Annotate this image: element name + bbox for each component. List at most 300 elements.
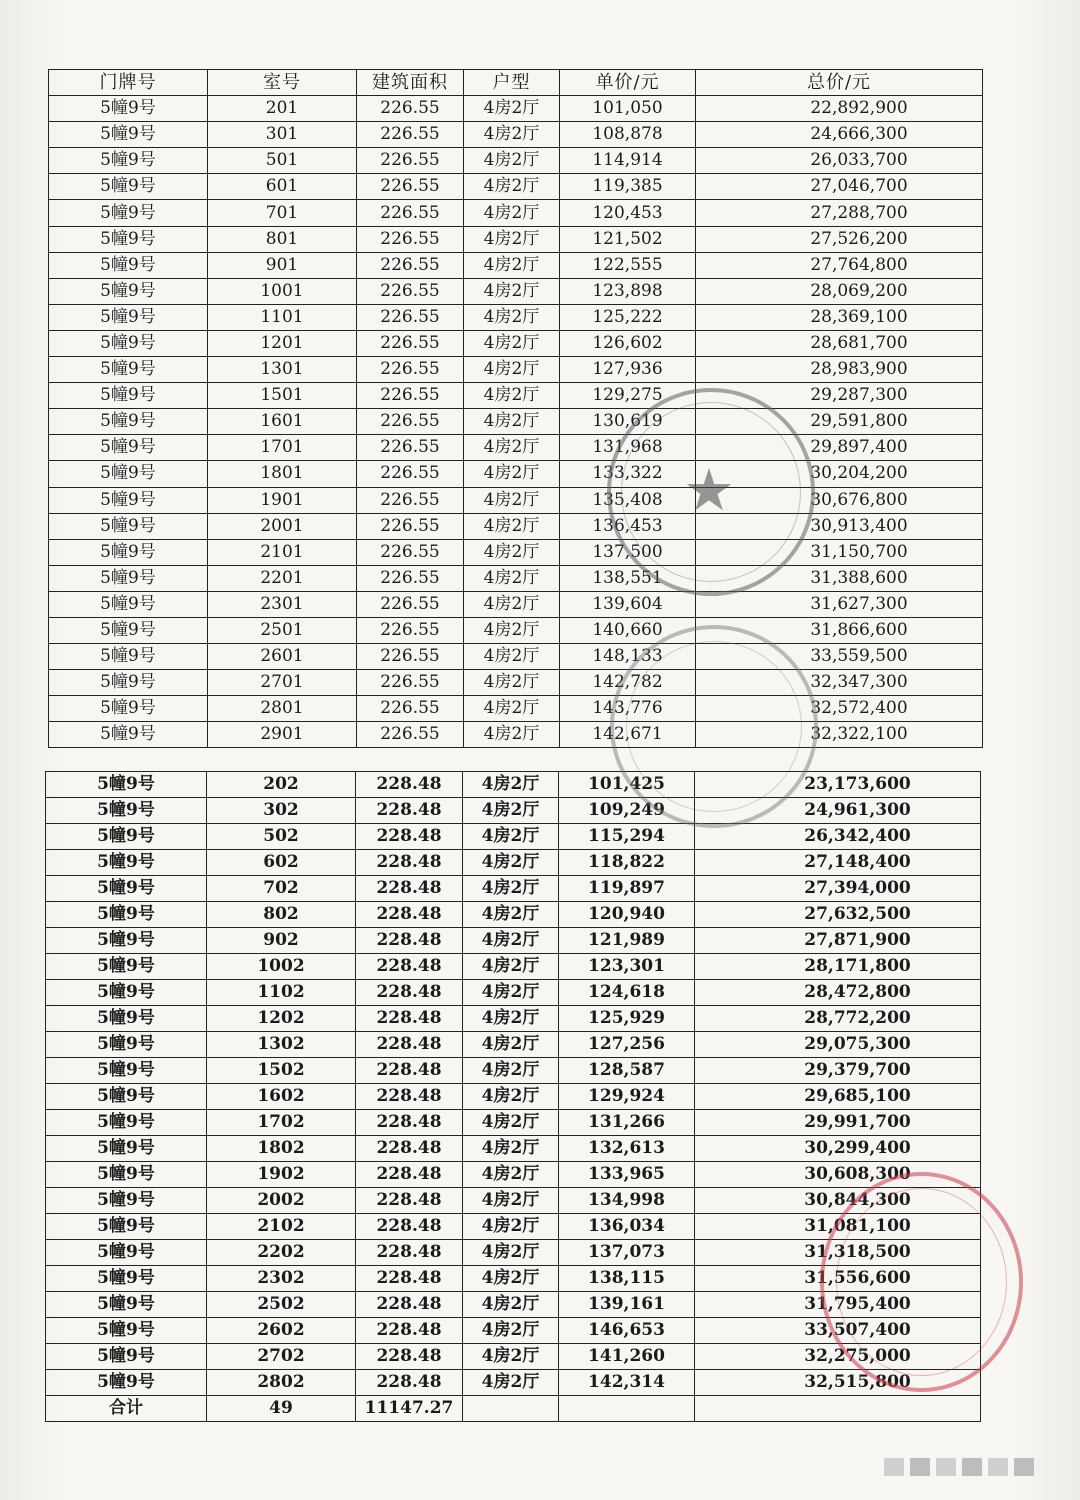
cell-room-number: 2301 [208, 591, 357, 617]
cell-room-number: 1302 [207, 1032, 356, 1058]
cell-unit-price: 132,613 [559, 1136, 695, 1162]
cell-floor-area: 228.48 [356, 850, 463, 876]
cell-door-number: 5幢9号 [49, 513, 208, 539]
cell-door-number: 5幢9号 [49, 357, 208, 383]
table-header-row [49, 70, 983, 96]
cell-total-price: 28,369,100 [696, 304, 983, 330]
cell-unit-price: 129,924 [559, 1084, 695, 1110]
cell-door-number: 5幢9号 [49, 174, 208, 200]
cell-layout: 4房2厅 [463, 928, 559, 954]
cell-door-number: 5幢9号 [46, 1214, 207, 1240]
cell-floor-area: 228.48 [356, 1214, 463, 1240]
cell-total-price: 27,288,700 [696, 200, 983, 226]
cell-total-price: 30,299,400 [695, 1136, 981, 1162]
table-row [46, 1136, 981, 1162]
cell-unit-price: 118,822 [559, 850, 695, 876]
table-row [49, 174, 983, 200]
totals-row [46, 1396, 981, 1422]
cell-unit-price: 139,161 [559, 1292, 695, 1318]
cell-door-number: 5幢9号 [49, 461, 208, 487]
cell-door-number: 5幢9号 [46, 1344, 207, 1370]
cell-layout: 4房2厅 [463, 1110, 559, 1136]
table-row [46, 824, 981, 850]
table-row [46, 1110, 981, 1136]
cell-floor-area: 228.48 [356, 824, 463, 850]
cell-door-number: 5幢9号 [46, 798, 207, 824]
cell-total-price: 30,844,300 [695, 1188, 981, 1214]
cell-unit-price: 138,115 [559, 1266, 695, 1292]
cell-door-number: 5幢9号 [46, 1266, 207, 1292]
cell-total-price: 33,559,500 [696, 644, 983, 670]
cell-total-price: 28,069,200 [696, 278, 983, 304]
cell-total-price: 31,150,700 [696, 539, 983, 565]
cell-floor-area: 226.55 [357, 200, 464, 226]
star-icon: ★ [683, 456, 735, 524]
cell-unit-price: 137,500 [560, 539, 696, 565]
cell-floor-area: 228.48 [356, 772, 463, 798]
cell-floor-area: 228.48 [356, 1240, 463, 1266]
table-row [49, 644, 983, 670]
table-row [46, 1032, 981, 1058]
table-row [49, 148, 983, 174]
cell-total-price: 27,871,900 [695, 928, 981, 954]
cell-room-number: 2501 [208, 617, 357, 643]
table-row [46, 1162, 981, 1188]
cell-layout: 4房2厅 [464, 461, 560, 487]
cell-unit-price: 146,653 [559, 1318, 695, 1344]
cell-unit-price: 143,776 [560, 696, 696, 722]
cell-layout: 4房2厅 [464, 148, 560, 174]
cell-layout: 4房2厅 [463, 1240, 559, 1266]
header-door-number: 门牌号 [49, 70, 208, 96]
table-row [49, 122, 983, 148]
cell-floor-area: 226.55 [357, 174, 464, 200]
price-table-units-01 [48, 69, 983, 748]
cell-layout: 4房2厅 [464, 122, 560, 148]
cell-unit-price: 120,453 [560, 200, 696, 226]
table-row [49, 383, 983, 409]
cell-unit-price: 142,671 [560, 722, 696, 748]
cell-floor-area: 226.55 [357, 591, 464, 617]
cell-unit-price: 114,914 [560, 148, 696, 174]
cell-door-number: 5幢9号 [46, 1240, 207, 1266]
cell-room-number: 2101 [208, 539, 357, 565]
cell-layout: 4房2厅 [463, 1188, 559, 1214]
cell-layout: 4房2厅 [463, 798, 559, 824]
cell-room-number: 2602 [207, 1318, 356, 1344]
cell-total-price: 31,795,400 [695, 1292, 981, 1318]
cell-unit-price: 135,408 [560, 487, 696, 513]
cell-total-price: 30,676,800 [696, 487, 983, 513]
header-total-price: 总价/元 [696, 70, 983, 96]
cell-room-number: 202 [207, 772, 356, 798]
cell-total-price: 27,394,000 [695, 876, 981, 902]
cell-total-price: 29,379,700 [695, 1058, 981, 1084]
cell-unit-price: 136,034 [559, 1214, 695, 1240]
cell-room-number: 2802 [207, 1370, 356, 1396]
cell-layout: 4房2厅 [463, 980, 559, 1006]
table-row [49, 722, 983, 748]
cell-floor-area: 228.48 [356, 1136, 463, 1162]
cell-room-number: 601 [208, 174, 357, 200]
cell-layout: 4房2厅 [464, 539, 560, 565]
table-row [49, 696, 983, 722]
cell-unit-price: 126,602 [560, 330, 696, 356]
cell-room-number: 901 [208, 252, 357, 278]
cell-layout: 4房2厅 [464, 383, 560, 409]
cell-room-number: 2502 [207, 1292, 356, 1318]
cell-layout: 4房2厅 [464, 252, 560, 278]
cell-door-number: 5幢9号 [46, 1318, 207, 1344]
cell-door-number: 5幢9号 [46, 1006, 207, 1032]
cell-total-price: 31,627,300 [696, 591, 983, 617]
cell-total-price: 31,866,600 [696, 617, 983, 643]
cell-floor-area: 228.48 [356, 1318, 463, 1344]
cell-unit-price: 138,551 [560, 565, 696, 591]
cell-total-price: 30,608,300 [695, 1162, 981, 1188]
cell-floor-area: 226.55 [357, 330, 464, 356]
cell-unit-price: 127,936 [560, 357, 696, 383]
table-row [46, 1188, 981, 1214]
cell-door-number: 5幢9号 [49, 383, 208, 409]
cell-room-number: 501 [208, 148, 357, 174]
table-row [46, 1344, 981, 1370]
cell-door-number: 5幢9号 [46, 1292, 207, 1318]
table-row [49, 539, 983, 565]
cell-door-number: 5幢9号 [46, 876, 207, 902]
cell-door-number: 5幢9号 [49, 644, 208, 670]
cell-layout: 4房2厅 [464, 96, 560, 122]
cell-total-price: 28,472,800 [695, 980, 981, 1006]
cell-unit-price: 119,897 [559, 876, 695, 902]
cell-unit-price: 121,989 [559, 928, 695, 954]
cell-room-number: 1801 [208, 461, 357, 487]
table-row [49, 304, 983, 330]
cell-total-price: 29,075,300 [695, 1032, 981, 1058]
cell-floor-area: 228.48 [356, 1292, 463, 1318]
cell-floor-area: 228.48 [356, 1188, 463, 1214]
cell-layout: 4房2厅 [463, 850, 559, 876]
cell-room-number: 2202 [207, 1240, 356, 1266]
table-row [49, 357, 983, 383]
cell-layout: 4房2厅 [463, 1292, 559, 1318]
cell-floor-area: 228.48 [356, 1032, 463, 1058]
cell-unit-price: 121,502 [560, 226, 696, 252]
cell-layout: 4房2厅 [464, 304, 560, 330]
cell-unit-price: 101,050 [560, 96, 696, 122]
cell-room-number: 1502 [207, 1058, 356, 1084]
cell-room-number: 1001 [208, 278, 357, 304]
table-row [46, 1084, 981, 1110]
cell-floor-area: 226.55 [357, 435, 464, 461]
cell-room-number: 802 [207, 902, 356, 928]
cell-total-price: 29,685,100 [695, 1084, 981, 1110]
cell-door-number: 5幢9号 [46, 928, 207, 954]
cell-room-number: 2701 [208, 670, 357, 696]
totals-count: 49 [207, 1396, 356, 1422]
price-table-units-02 [45, 771, 981, 1422]
cell-door-number: 5幢9号 [49, 304, 208, 330]
cell-door-number: 5幢9号 [46, 824, 207, 850]
cell-total-price: 31,081,100 [695, 1214, 981, 1240]
cell-room-number: 2002 [207, 1188, 356, 1214]
cell-room-number: 1202 [207, 1006, 356, 1032]
cell-floor-area: 228.48 [356, 1006, 463, 1032]
cell-total-price: 32,572,400 [696, 696, 983, 722]
cell-layout: 4房2厅 [463, 1344, 559, 1370]
cell-unit-price: 120,940 [559, 902, 695, 928]
cell-total-price: 32,322,100 [696, 722, 983, 748]
cell-door-number: 5幢9号 [46, 1110, 207, 1136]
cell-door-number: 5幢9号 [49, 409, 208, 435]
cell-door-number: 5幢9号 [49, 252, 208, 278]
cell-floor-area: 226.55 [357, 278, 464, 304]
totals-area: 11147.27 [356, 1396, 463, 1422]
cell-layout: 4房2厅 [464, 357, 560, 383]
cell-layout: 4房2厅 [463, 1162, 559, 1188]
cell-door-number: 5幢9号 [46, 1188, 207, 1214]
cell-room-number: 1602 [207, 1084, 356, 1110]
cell-floor-area: 226.55 [357, 96, 464, 122]
cell-door-number: 5幢9号 [49, 226, 208, 252]
table-row [46, 928, 981, 954]
cell-layout: 4房2厅 [463, 1136, 559, 1162]
cell-unit-price: 124,618 [559, 980, 695, 1006]
cell-layout: 4房2厅 [463, 954, 559, 980]
cell-layout: 4房2厅 [464, 670, 560, 696]
cell-door-number: 5幢9号 [49, 617, 208, 643]
table-row [46, 1266, 981, 1292]
table-row [49, 487, 983, 513]
cell-floor-area: 226.55 [357, 122, 464, 148]
cell-unit-price: 140,660 [560, 617, 696, 643]
cell-layout: 4房2厅 [464, 435, 560, 461]
cell-unit-price: 125,222 [560, 304, 696, 330]
cell-total-price: 29,991,700 [695, 1110, 981, 1136]
totals-empty-cell [695, 1396, 981, 1422]
cell-layout: 4房2厅 [464, 330, 560, 356]
cell-unit-price: 123,301 [559, 954, 695, 980]
cell-layout: 4房2厅 [463, 1370, 559, 1396]
cell-total-price: 29,591,800 [696, 409, 983, 435]
cell-room-number: 1802 [207, 1136, 356, 1162]
cell-total-price: 27,148,400 [695, 850, 981, 876]
cell-door-number: 5幢9号 [46, 1084, 207, 1110]
table-row [49, 200, 983, 226]
cell-total-price: 24,961,300 [695, 798, 981, 824]
cell-floor-area: 226.55 [357, 357, 464, 383]
cell-door-number: 5幢9号 [46, 1370, 207, 1396]
cell-layout: 4房2厅 [464, 278, 560, 304]
cell-door-number: 5幢9号 [49, 200, 208, 226]
cell-layout: 4房2厅 [463, 1214, 559, 1240]
cell-floor-area: 226.55 [357, 617, 464, 643]
cell-floor-area: 228.48 [356, 928, 463, 954]
cell-door-number: 5幢9号 [46, 850, 207, 876]
cell-floor-area: 228.48 [356, 1162, 463, 1188]
cell-total-price: 33,507,400 [695, 1318, 981, 1344]
cell-floor-area: 226.55 [357, 670, 464, 696]
cell-room-number: 902 [207, 928, 356, 954]
cell-room-number: 701 [208, 200, 357, 226]
cell-total-price: 32,275,000 [695, 1344, 981, 1370]
cell-total-price: 32,347,300 [696, 670, 983, 696]
cell-unit-price: 133,965 [559, 1162, 695, 1188]
table-row [46, 876, 981, 902]
table-row [46, 1292, 981, 1318]
cell-room-number: 801 [208, 226, 357, 252]
cell-room-number: 201 [208, 96, 357, 122]
cell-door-number: 5幢9号 [46, 980, 207, 1006]
cell-room-number: 302 [207, 798, 356, 824]
table-row [49, 461, 983, 487]
table-row [46, 1240, 981, 1266]
totals-empty-cell [463, 1396, 559, 1422]
header-room-number: 室号 [208, 70, 357, 96]
cell-unit-price: 133,322 [560, 461, 696, 487]
header-floor-area: 建筑面积 [357, 70, 464, 96]
table-row [49, 330, 983, 356]
cell-floor-area: 226.55 [357, 722, 464, 748]
cell-door-number: 5幢9号 [49, 330, 208, 356]
table-row [49, 278, 983, 304]
cell-total-price: 28,681,700 [696, 330, 983, 356]
cell-layout: 4房2厅 [464, 226, 560, 252]
cell-room-number: 2702 [207, 1344, 356, 1370]
cell-door-number: 5幢9号 [46, 772, 207, 798]
table-row [49, 565, 983, 591]
cell-room-number: 2201 [208, 565, 357, 591]
cell-unit-price: 128,587 [559, 1058, 695, 1084]
cell-unit-price: 119,385 [560, 174, 696, 200]
cell-room-number: 1201 [208, 330, 357, 356]
cell-door-number: 5幢9号 [46, 954, 207, 980]
table-row [46, 954, 981, 980]
cell-total-price: 28,772,200 [695, 1006, 981, 1032]
cell-layout: 4房2厅 [463, 876, 559, 902]
table-row [46, 1318, 981, 1344]
cell-total-price: 32,515,800 [695, 1370, 981, 1396]
cell-layout: 4房2厅 [464, 487, 560, 513]
cell-total-price: 31,318,500 [695, 1240, 981, 1266]
table-row [49, 96, 983, 122]
cell-total-price: 31,388,600 [696, 565, 983, 591]
cell-layout: 4房2厅 [463, 824, 559, 850]
cell-unit-price: 122,555 [560, 252, 696, 278]
table-row [49, 435, 983, 461]
cell-layout: 4房2厅 [464, 591, 560, 617]
cell-room-number: 2601 [208, 644, 357, 670]
cell-floor-area: 226.55 [357, 252, 464, 278]
pixelated-watermark [884, 1458, 1044, 1476]
cell-door-number: 5幢9号 [49, 539, 208, 565]
table-row [46, 1058, 981, 1084]
table-row [46, 902, 981, 928]
cell-room-number: 1101 [208, 304, 357, 330]
cell-room-number: 1702 [207, 1110, 356, 1136]
cell-total-price: 22,892,900 [696, 96, 983, 122]
cell-total-price: 29,897,400 [696, 435, 983, 461]
cell-door-number: 5幢9号 [46, 1032, 207, 1058]
cell-unit-price: 142,314 [559, 1370, 695, 1396]
cell-total-price: 28,983,900 [696, 357, 983, 383]
cell-layout: 4房2厅 [464, 200, 560, 226]
cell-floor-area: 228.48 [356, 954, 463, 980]
cell-floor-area: 228.48 [356, 1058, 463, 1084]
cell-layout: 4房2厅 [464, 409, 560, 435]
cell-room-number: 1701 [208, 435, 357, 461]
cell-layout: 4房2厅 [463, 772, 559, 798]
cell-room-number: 1901 [208, 487, 357, 513]
table-row [49, 409, 983, 435]
cell-unit-price: 123,898 [560, 278, 696, 304]
cell-room-number: 2001 [208, 513, 357, 539]
table-row [46, 980, 981, 1006]
cell-door-number: 5幢9号 [49, 96, 208, 122]
cell-total-price: 27,632,500 [695, 902, 981, 928]
table-row [46, 1214, 981, 1240]
cell-floor-area: 226.55 [357, 409, 464, 435]
cell-floor-area: 226.55 [357, 383, 464, 409]
cell-total-price: 31,556,600 [695, 1266, 981, 1292]
cell-room-number: 2302 [207, 1266, 356, 1292]
cell-layout: 4房2厅 [464, 722, 560, 748]
cell-floor-area: 226.55 [357, 696, 464, 722]
cell-floor-area: 226.55 [357, 644, 464, 670]
cell-room-number: 1501 [208, 383, 357, 409]
header-layout: 户型 [464, 70, 560, 96]
cell-floor-area: 228.48 [356, 1370, 463, 1396]
cell-floor-area: 226.55 [357, 539, 464, 565]
cell-room-number: 602 [207, 850, 356, 876]
cell-floor-area: 226.55 [357, 513, 464, 539]
cell-floor-area: 226.55 [357, 226, 464, 252]
cell-door-number: 5幢9号 [49, 722, 208, 748]
totals-empty-cell [559, 1396, 695, 1422]
cell-layout: 4房2厅 [463, 1006, 559, 1032]
cell-layout: 4房2厅 [463, 902, 559, 928]
table-row [46, 850, 981, 876]
table-row [49, 617, 983, 643]
cell-unit-price: 125,929 [559, 1006, 695, 1032]
cell-total-price: 26,033,700 [696, 148, 983, 174]
cell-unit-price: 142,782 [560, 670, 696, 696]
cell-floor-area: 228.48 [356, 902, 463, 928]
cell-unit-price: 115,294 [559, 824, 695, 850]
cell-room-number: 1601 [208, 409, 357, 435]
cell-total-price: 27,764,800 [696, 252, 983, 278]
table-row [49, 252, 983, 278]
cell-floor-area: 226.55 [357, 461, 464, 487]
cell-total-price: 23,173,600 [695, 772, 981, 798]
cell-floor-area: 228.48 [356, 1084, 463, 1110]
cell-room-number: 502 [207, 824, 356, 850]
table-row [49, 513, 983, 539]
cell-unit-price: 141,260 [559, 1344, 695, 1370]
cell-total-price: 24,666,300 [696, 122, 983, 148]
table-row [46, 798, 981, 824]
cell-door-number: 5幢9号 [46, 1058, 207, 1084]
table-row [49, 226, 983, 252]
cell-room-number: 2102 [207, 1214, 356, 1240]
cell-unit-price: 108,878 [560, 122, 696, 148]
cell-door-number: 5幢9号 [49, 148, 208, 174]
cell-floor-area: 228.48 [356, 980, 463, 1006]
cell-unit-price: 137,073 [559, 1240, 695, 1266]
header-unit-price: 单价/元 [560, 70, 696, 96]
cell-unit-price: 136,453 [560, 513, 696, 539]
cell-unit-price: 131,968 [560, 435, 696, 461]
